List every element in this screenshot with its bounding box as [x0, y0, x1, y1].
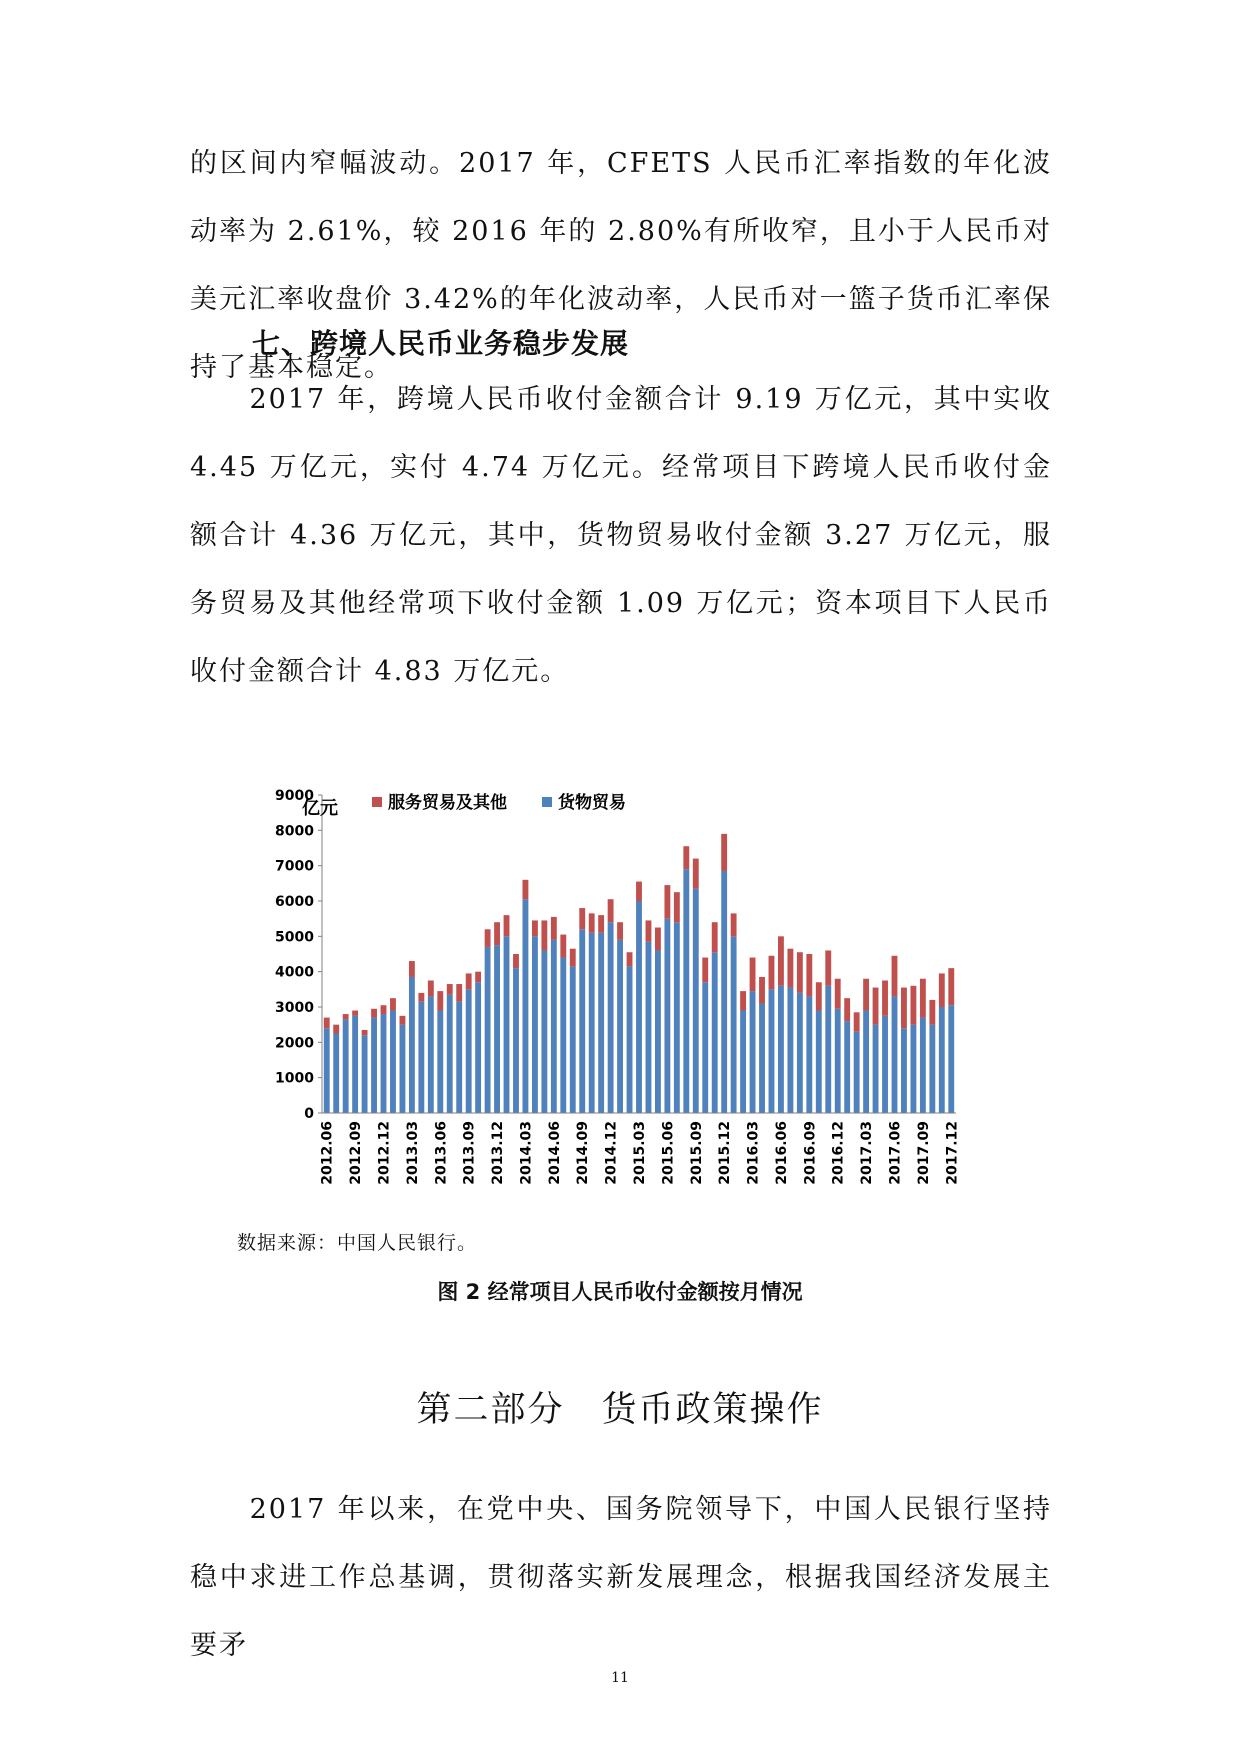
bar-services	[674, 892, 680, 922]
bar-services	[825, 950, 831, 985]
bar-goods	[835, 1009, 841, 1113]
x-tick-label: 2012.12	[376, 1121, 393, 1185]
bar-services	[835, 979, 841, 1009]
bar-goods	[456, 1002, 462, 1113]
bar-goods	[381, 1014, 387, 1113]
bar-services	[371, 1009, 377, 1018]
bar-services	[333, 1025, 339, 1034]
legend-goods-label: 货物贸易	[558, 793, 626, 813]
bar-goods	[532, 936, 538, 1113]
bar-goods	[551, 940, 557, 1113]
bar-services	[447, 984, 453, 995]
legend-services-swatch	[372, 797, 382, 807]
bar-goods	[882, 1016, 888, 1113]
bar-goods	[759, 1003, 765, 1113]
x-tick-label: 2015.09	[688, 1121, 705, 1185]
bars	[324, 834, 954, 1113]
bar-services	[504, 915, 510, 936]
bar-services	[428, 981, 434, 997]
x-tick-label: 2017.09	[915, 1121, 932, 1185]
bar-goods	[579, 929, 585, 1113]
x-tick-label: 2016.12	[830, 1121, 847, 1185]
bar-goods	[892, 996, 898, 1113]
x-tick-label: 2013.06	[433, 1121, 450, 1185]
bar-services	[627, 952, 633, 966]
y-tick-label: 0	[304, 1106, 314, 1122]
x-tick-label: 2014.03	[518, 1121, 535, 1185]
bar-services	[390, 998, 396, 1010]
x-tick-label: 2017.12	[944, 1121, 960, 1185]
page-number: 11	[611, 1670, 629, 1686]
bar-goods	[343, 1019, 349, 1113]
bar-services	[466, 973, 472, 989]
bar-services	[551, 917, 557, 940]
bar-goods	[447, 995, 453, 1113]
x-tick-label: 2012.06	[319, 1121, 336, 1185]
bar-goods	[674, 922, 680, 1113]
bar-services	[929, 1000, 935, 1025]
bar-goods	[523, 899, 529, 1113]
bar-services	[532, 920, 538, 936]
bar-services	[664, 885, 670, 919]
bar-goods	[617, 940, 623, 1113]
bar-services	[399, 1016, 405, 1025]
bar-services	[750, 958, 756, 992]
bar-services	[759, 977, 765, 1004]
section-heading: 七、跨境人民币业务稳步发展	[252, 327, 630, 360]
bar-services	[712, 922, 718, 952]
bar-goods	[740, 1011, 746, 1113]
bar-services	[939, 973, 945, 1007]
bar-services	[475, 972, 481, 983]
bar-goods	[844, 1021, 850, 1113]
legend-goods-swatch	[542, 797, 552, 807]
bar-goods	[627, 966, 633, 1113]
bar-goods	[409, 977, 415, 1113]
y-tick-label: 6000	[275, 894, 314, 910]
y-tick-label: 2000	[275, 1035, 314, 1052]
bar-services	[816, 982, 822, 1010]
bar-goods	[589, 933, 595, 1113]
bar-services	[948, 968, 954, 1005]
bar-goods	[371, 1018, 377, 1113]
bar-goods	[504, 936, 510, 1113]
bar-goods	[399, 1025, 405, 1113]
bar-goods	[948, 1005, 954, 1113]
bar-services	[882, 981, 888, 1016]
bar-goods	[362, 1035, 368, 1113]
x-tick-label: 2015.06	[660, 1121, 677, 1185]
bar-services	[541, 920, 547, 950]
bar-services	[854, 1012, 860, 1031]
bar-goods	[721, 871, 727, 1113]
bar-services	[721, 834, 727, 871]
x-tick-label: 2016.06	[773, 1121, 790, 1185]
bar-goods	[683, 869, 689, 1113]
bar-services	[617, 922, 623, 940]
bar-services	[844, 998, 850, 1021]
bar-services	[731, 913, 737, 936]
y-tick-label: 9000	[275, 788, 314, 804]
x-tick-label: 2013.09	[461, 1121, 478, 1185]
bar-goods	[646, 942, 652, 1113]
part-title: 第二部分 货币政策操作	[416, 1390, 824, 1430]
bar-services	[381, 1005, 387, 1014]
x-tick-label: 2017.03	[859, 1121, 876, 1185]
bar-services	[560, 935, 566, 958]
bar-goods	[418, 1002, 424, 1113]
unit-label: 亿元	[302, 798, 338, 819]
bar-goods	[712, 952, 718, 1113]
bar-goods	[806, 996, 812, 1113]
x-tick-label: 2017.06	[887, 1121, 904, 1185]
x-tick-label: 2015.12	[717, 1121, 734, 1185]
x-tick-label: 2016.03	[745, 1121, 762, 1185]
bar-services	[740, 991, 746, 1010]
paragraph-monetary-policy: 2017 年以来，在党中央、国务院领导下，中国人民银行坚持稳中求进工作总基调，贯彻落实新发展理念，根据我国经济发展主要矛	[190, 1494, 1052, 1661]
bar-services	[409, 961, 415, 977]
bar-services	[494, 922, 500, 945]
bar-goods	[825, 986, 831, 1113]
bar-services	[352, 1011, 358, 1016]
paragraph-cross-border-rmb: 2017 年，跨境人民币收付金额合计 9.19 万亿元，其中实收 4.45 万亿元，实付 4.74 万亿元。经常项目下跨境人民币收付金额合计 4.36 万亿元，其中，货物贸易收付金额 3.27 万亿元，服务贸易及其他经常项下收付金额 1.09 万亿元；资本项目下人民币收付金额合计 4.83 万亿元。	[190, 384, 1052, 687]
bar-services	[863, 979, 869, 1011]
bar-services	[523, 880, 529, 899]
y-tick-label: 5000	[275, 929, 314, 946]
bar-goods	[570, 966, 576, 1113]
bar-services	[570, 949, 576, 967]
bar-services	[437, 991, 443, 1010]
paragraph-volatility: 的区间内窄幅波动。2017 年，CFETS 人民币汇率指数的年化波动率为 2.61%，较 2016 年的 2.80%有所收窄，且小于人民币对美元汇率收盘价 3.42%的年化波动率，人民币对一篮子货币汇率保持了基本稳定。	[190, 148, 1052, 383]
bar-goods	[769, 989, 775, 1113]
bar-goods	[854, 1032, 860, 1113]
x-tick-label: 2013.12	[490, 1121, 507, 1185]
bar-services	[608, 899, 614, 922]
bar-goods	[475, 982, 481, 1113]
bar-goods	[664, 919, 670, 1113]
bar-goods	[702, 982, 708, 1113]
y-tick-label: 3000	[275, 1000, 314, 1016]
bar-goods	[437, 1011, 443, 1113]
x-tick-label: 2012.09	[348, 1121, 365, 1185]
bar-services	[579, 908, 585, 929]
bar-services	[598, 915, 604, 933]
bar-services	[513, 954, 519, 968]
bar-services	[806, 954, 812, 996]
bar-services	[873, 988, 879, 1025]
bar-services	[646, 920, 652, 941]
bar-services	[683, 846, 689, 869]
bar-services	[362, 1030, 368, 1035]
bar-services	[910, 986, 916, 1025]
bar-goods	[655, 950, 661, 1113]
bar-services	[787, 949, 793, 988]
bar-goods	[598, 933, 604, 1113]
bar-goods	[324, 1028, 330, 1113]
bar-goods	[608, 922, 614, 1113]
x-tick-label: 2016.09	[802, 1121, 819, 1185]
bar-goods	[636, 901, 642, 1113]
bar-goods	[797, 993, 803, 1113]
bar-goods	[513, 968, 519, 1113]
bar-services	[892, 956, 898, 997]
bar-services	[702, 958, 708, 983]
bar-goods	[693, 889, 699, 1113]
bar-services	[778, 936, 784, 985]
bar-services	[324, 1018, 330, 1029]
figure-caption: 图 2 经常项目人民币收付金额按月情况	[437, 1280, 803, 1304]
bar-services	[769, 956, 775, 990]
bar-goods	[910, 1025, 916, 1113]
y-tick-label: 7000	[275, 858, 314, 875]
x-tick-label: 2014.12	[603, 1121, 620, 1185]
bar-services	[920, 979, 926, 1018]
source-note: 数据来源：中国人民银行。	[237, 1232, 478, 1254]
x-tick-label: 2014.06	[546, 1121, 563, 1185]
bar-services	[797, 952, 803, 993]
legend	[372, 792, 626, 813]
bar-goods	[787, 988, 793, 1113]
y-tick-label: 8000	[275, 823, 314, 840]
bar-goods	[816, 1011, 822, 1113]
bar-goods	[390, 1011, 396, 1113]
bar-services	[343, 1014, 349, 1019]
stacked-bar-chart	[240, 780, 960, 1220]
bar-services	[636, 882, 642, 901]
y-axis-ticks	[275, 788, 322, 1122]
bar-goods	[939, 1007, 945, 1113]
bar-goods	[333, 1034, 339, 1114]
bar-goods	[352, 1016, 358, 1113]
bar-services	[418, 993, 424, 1002]
bar-goods	[731, 936, 737, 1113]
bar-goods	[920, 1018, 926, 1113]
bar-goods	[494, 945, 500, 1113]
x-tick-label: 2013.03	[404, 1121, 421, 1185]
bar-goods	[750, 991, 756, 1113]
x-tick-label: 2014.09	[575, 1121, 592, 1185]
bar-services	[693, 859, 699, 889]
legend-services-label: 服务贸易及其他	[388, 793, 507, 813]
bar-goods	[485, 947, 491, 1113]
bar-services	[456, 984, 462, 1002]
bar-services	[485, 929, 491, 947]
bar-services	[901, 988, 907, 1029]
y-tick-label: 1000	[275, 1070, 314, 1087]
bar-goods	[901, 1028, 907, 1113]
bar-goods	[428, 996, 434, 1113]
bar-goods	[863, 1011, 869, 1113]
bar-goods	[873, 1025, 879, 1113]
bar-services	[589, 913, 595, 932]
bar-goods	[466, 989, 472, 1113]
bar-goods	[541, 950, 547, 1113]
bar-goods	[560, 958, 566, 1113]
bar-goods	[929, 1025, 935, 1113]
bar-services	[655, 928, 661, 951]
x-axis-ticks	[320, 1121, 960, 1185]
y-tick-label: 4000	[275, 964, 314, 981]
x-tick-label: 2015.03	[632, 1121, 648, 1185]
bar-goods	[778, 986, 784, 1113]
